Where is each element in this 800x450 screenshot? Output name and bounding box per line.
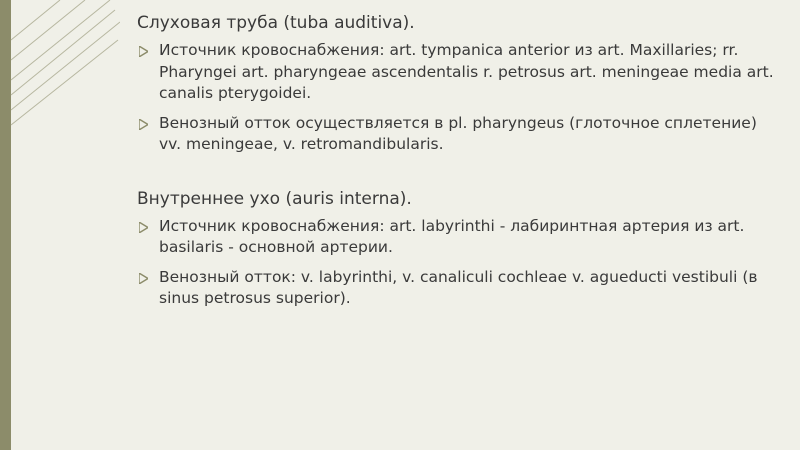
bullet-list — [137, 216, 777, 310]
section-tuba-auditiva — [137, 12, 777, 156]
section-heading: Слуховая труба (tuba auditiva). — [137, 13, 415, 33]
arrow-bullet-icon — [139, 273, 148, 284]
decorative-lines — [0, 0, 120, 150]
list-item-text: Источник кровоснабжения: art. tympanica anterior из art. Maxillaries; rr. Pharyngei art. pharyngeae ascendentalis r. petrosus art. meningeae media art. canalis pterygoidei. — [159, 41, 774, 102]
slide-content — [137, 12, 777, 318]
list-item-text: Венозный отток: v. labyrinthi, v. canaliculi cochleae v. agueducti vestibuli (в sinus petrosus superior). — [159, 267, 758, 307]
section-heading: Внутреннее ухо (auris interna). — [137, 188, 412, 209]
list-item — [137, 267, 777, 310]
list-item — [137, 40, 777, 105]
section-auris-interna — [137, 188, 777, 310]
list-item-text: Венозный отток осуществляется в pl. pharyngeus (глоточное сплетение) vv. meningeae, v. retromandibularis. — [159, 113, 757, 153]
arrow-bullet-icon — [139, 222, 148, 233]
list-item — [137, 216, 777, 259]
arrow-bullet-icon — [139, 46, 148, 57]
list-item-text: Источник кровоснабжения: art. labyrinthi - лабиринтная артерия из art. basilaris - основной артерии. — [159, 216, 745, 256]
arrow-bullet-icon — [139, 119, 148, 130]
list-item — [137, 113, 777, 156]
bullet-list — [137, 40, 777, 156]
